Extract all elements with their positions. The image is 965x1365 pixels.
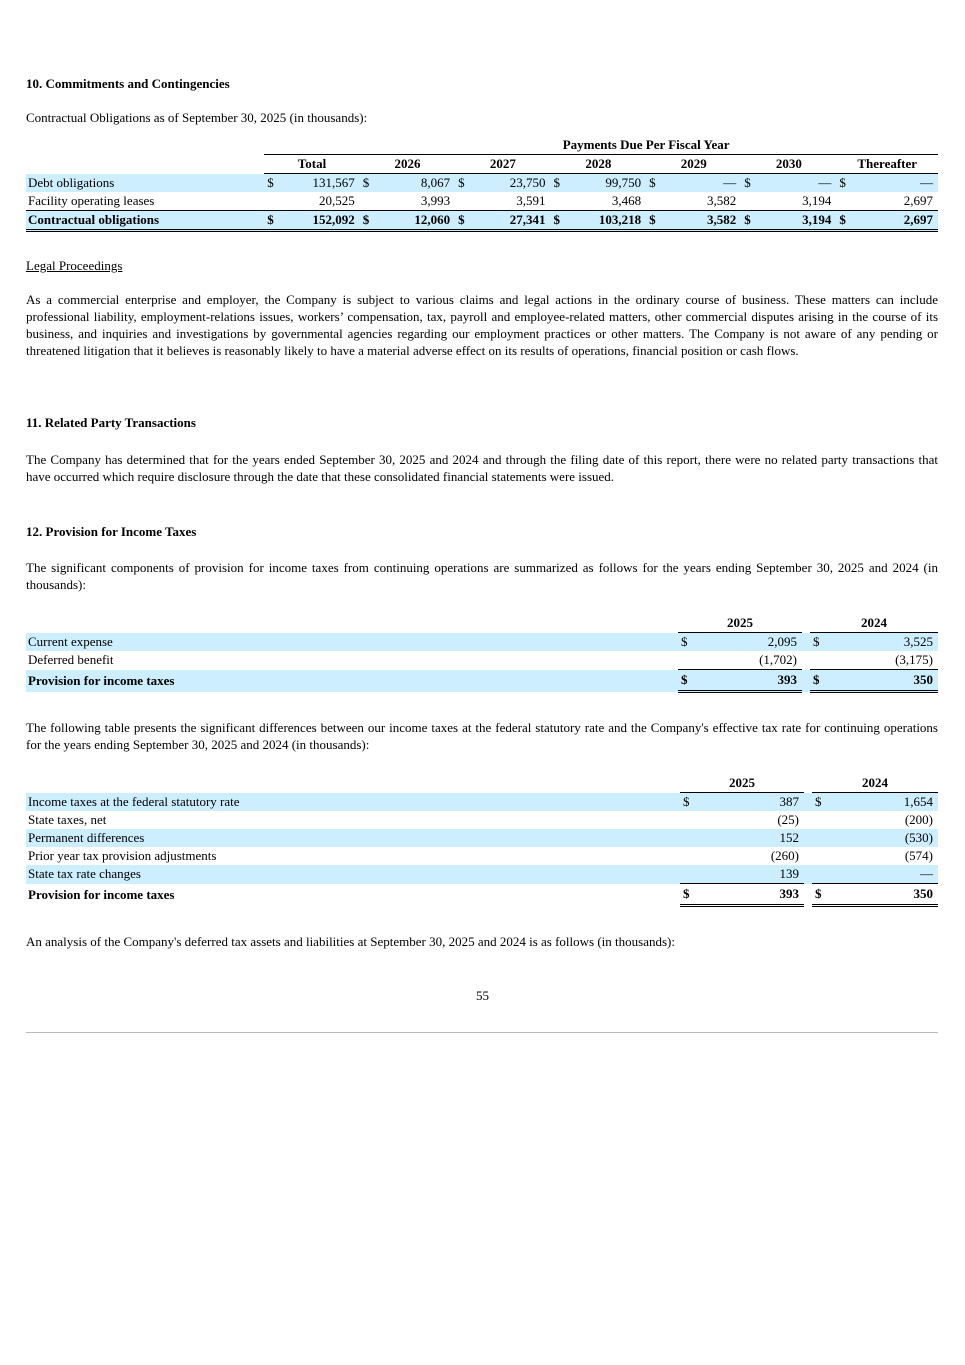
table-row — [26, 847, 938, 865]
group-header: Payments Due Per Fiscal Year — [562, 137, 730, 152]
cell: (1,702) — [694, 651, 802, 670]
cell: 131,567 — [286, 174, 360, 193]
cell: 3,525 — [826, 633, 938, 652]
contractual-obligations-intro: Contractual Obligations as of September 30, 2025 (in thousands): — [26, 110, 368, 125]
cell: 3,993 — [420, 193, 451, 208]
row-label: Income taxes at the federal statutory rate — [26, 793, 680, 812]
table-row: Income taxes at the federal statutory rate $ 387 $ 1,654 — [26, 793, 938, 812]
section-11-title: 11. Related Party Transactions — [26, 415, 196, 430]
table-row — [26, 865, 938, 884]
cell: 393 — [696, 884, 804, 906]
cell: 99,750 — [572, 174, 646, 193]
page-number: 55 — [476, 988, 489, 1003]
table-row — [26, 829, 938, 847]
contractual-obligations-table — [26, 136, 938, 232]
cell: 3,468 — [611, 193, 642, 208]
cell: — — [858, 174, 938, 193]
cell: 23,750 — [477, 174, 551, 193]
col-header: 2024 — [810, 614, 938, 633]
related-party-text: The Company has determined that for the years ended September 30, 2025 and 2024 and through the filing date of this report, there were no related party transactions that have occurred which require disclosure through the date that these consolidated financial statements were issued. — [26, 452, 938, 484]
col-header: 2027 — [455, 155, 550, 174]
income-tax-components-table — [26, 614, 938, 693]
differences-intro: The following table presents the significant differences between our income taxes at the federal statutory rate and the Company's effective tax rate for continuing operations for the years ending September 30, 2025 and 2024 (in thousands): — [26, 720, 938, 752]
col-header: 2025 — [678, 614, 802, 633]
legal-proceedings-text: As a commercial enterprise and employer, the Company is subject to various claims and legal actions in the ordinary course of business. These matters can include professional liability, employment-relations issues, workers’ compensation, tax, payroll and employee-related matters, other commercial disputes arising in the course of its business, and inquiries and investigations by governmental agencies regarding our employment practices or other matters. The Company is not aware of any pending or threatened litigation that it believes is reasonably likely to have a material adverse effect on its results of operations, financial position or cash flows. — [26, 292, 938, 358]
cell: 350 — [828, 884, 938, 906]
cell: (260) — [770, 848, 799, 863]
cell: 387 — [696, 793, 804, 812]
row-label: Deferred benefit — [28, 652, 114, 668]
section-10-title: 10. Commitments and Contingencies — [26, 76, 230, 91]
cell: 2,095 — [694, 633, 802, 652]
cell: — — [828, 865, 938, 884]
row-label: State tax rate changes — [26, 865, 680, 884]
cell: — — [763, 174, 837, 193]
cell: 139 — [696, 865, 804, 884]
cell: — — [668, 174, 742, 193]
col-header: 2025 — [680, 774, 804, 793]
table-row-total: Provision for income taxes $ 393 $ 350 — [26, 670, 938, 692]
cell: 103,218 — [572, 211, 646, 231]
income-tax-intro: The significant components of provision for income taxes from continuing operations are summarized as follows for the years ending September 30, 2025 and 2024 (in thousands): — [26, 560, 938, 592]
table-row-total: Contractual obligations $ 152,092 $ 12,060 $ 27,341 $ 103,218 $ 3,582 $ 3,194 $ 2,697 — [26, 211, 938, 231]
cell: 1,654 — [828, 793, 938, 812]
cell: 2,697 — [903, 193, 933, 208]
cell: 3,194 — [802, 193, 832, 208]
table-row-total: Provision for income taxes $ 393 $ 350 — [26, 884, 938, 906]
cell: 27,341 — [477, 211, 551, 231]
col-header: Total — [264, 155, 360, 174]
row-label: Current expense — [26, 633, 678, 652]
row-label: Contractual obligations — [26, 211, 251, 231]
cell: 3,582 — [707, 193, 737, 208]
table-row — [26, 811, 938, 829]
row-label: Permanent differences — [26, 829, 680, 847]
cell: 20,525 — [319, 193, 355, 208]
col-header: 2028 — [551, 155, 647, 174]
row-label: Prior year tax provision adjustments — [28, 848, 217, 863]
row-label: Provision for income taxes — [28, 886, 175, 902]
legal-proceedings-title: Legal Proceedings — [26, 258, 123, 273]
cell: 3,582 — [668, 211, 742, 231]
cell: (3,175) — [826, 651, 938, 670]
row-label: Provision for income taxes — [26, 670, 678, 692]
cell: (530) — [828, 829, 938, 847]
col-header: 2026 — [360, 155, 455, 174]
cell: (25) — [777, 812, 799, 827]
cell: (574) — [904, 848, 933, 863]
cell: 8,067 — [381, 174, 455, 193]
row-label: Debt obligations — [26, 174, 251, 193]
cell: 12,060 — [381, 211, 455, 231]
page-divider — [26, 1032, 938, 1033]
cell: 393 — [694, 670, 802, 692]
col-header: 2030 — [741, 155, 836, 174]
cell: (200) — [904, 812, 933, 827]
cell: 2,697 — [858, 211, 938, 231]
tax-rate-differences-table — [26, 774, 938, 907]
section-12-title: 12. Provision for Income Taxes — [26, 524, 197, 539]
cell: 3,591 — [516, 193, 546, 208]
cell: 152 — [696, 829, 804, 847]
table-row: Debt obligations $ 131,567 $ 8,067 $ 23,750 $ 99,750 $ — $ — $ — — [26, 174, 938, 193]
col-header: 2029 — [646, 155, 741, 174]
col-header: 2024 — [812, 774, 938, 793]
col-header: Thereafter — [836, 155, 938, 174]
row-label: Facility operating leases — [28, 193, 155, 208]
deferred-tax-intro: An analysis of the Company's deferred tax assets and liabilities at September 30, 2025 and 2024 is as follows (in thousands): — [26, 934, 675, 949]
cell: 350 — [826, 670, 938, 692]
cell: 152,092 — [286, 211, 360, 231]
table-row — [26, 651, 938, 670]
row-label: State taxes, net — [28, 812, 107, 827]
cell: 3,194 — [763, 211, 837, 231]
table-row — [26, 192, 938, 211]
table-row: Current expense $ 2,095 $ 3,525 — [26, 633, 938, 652]
